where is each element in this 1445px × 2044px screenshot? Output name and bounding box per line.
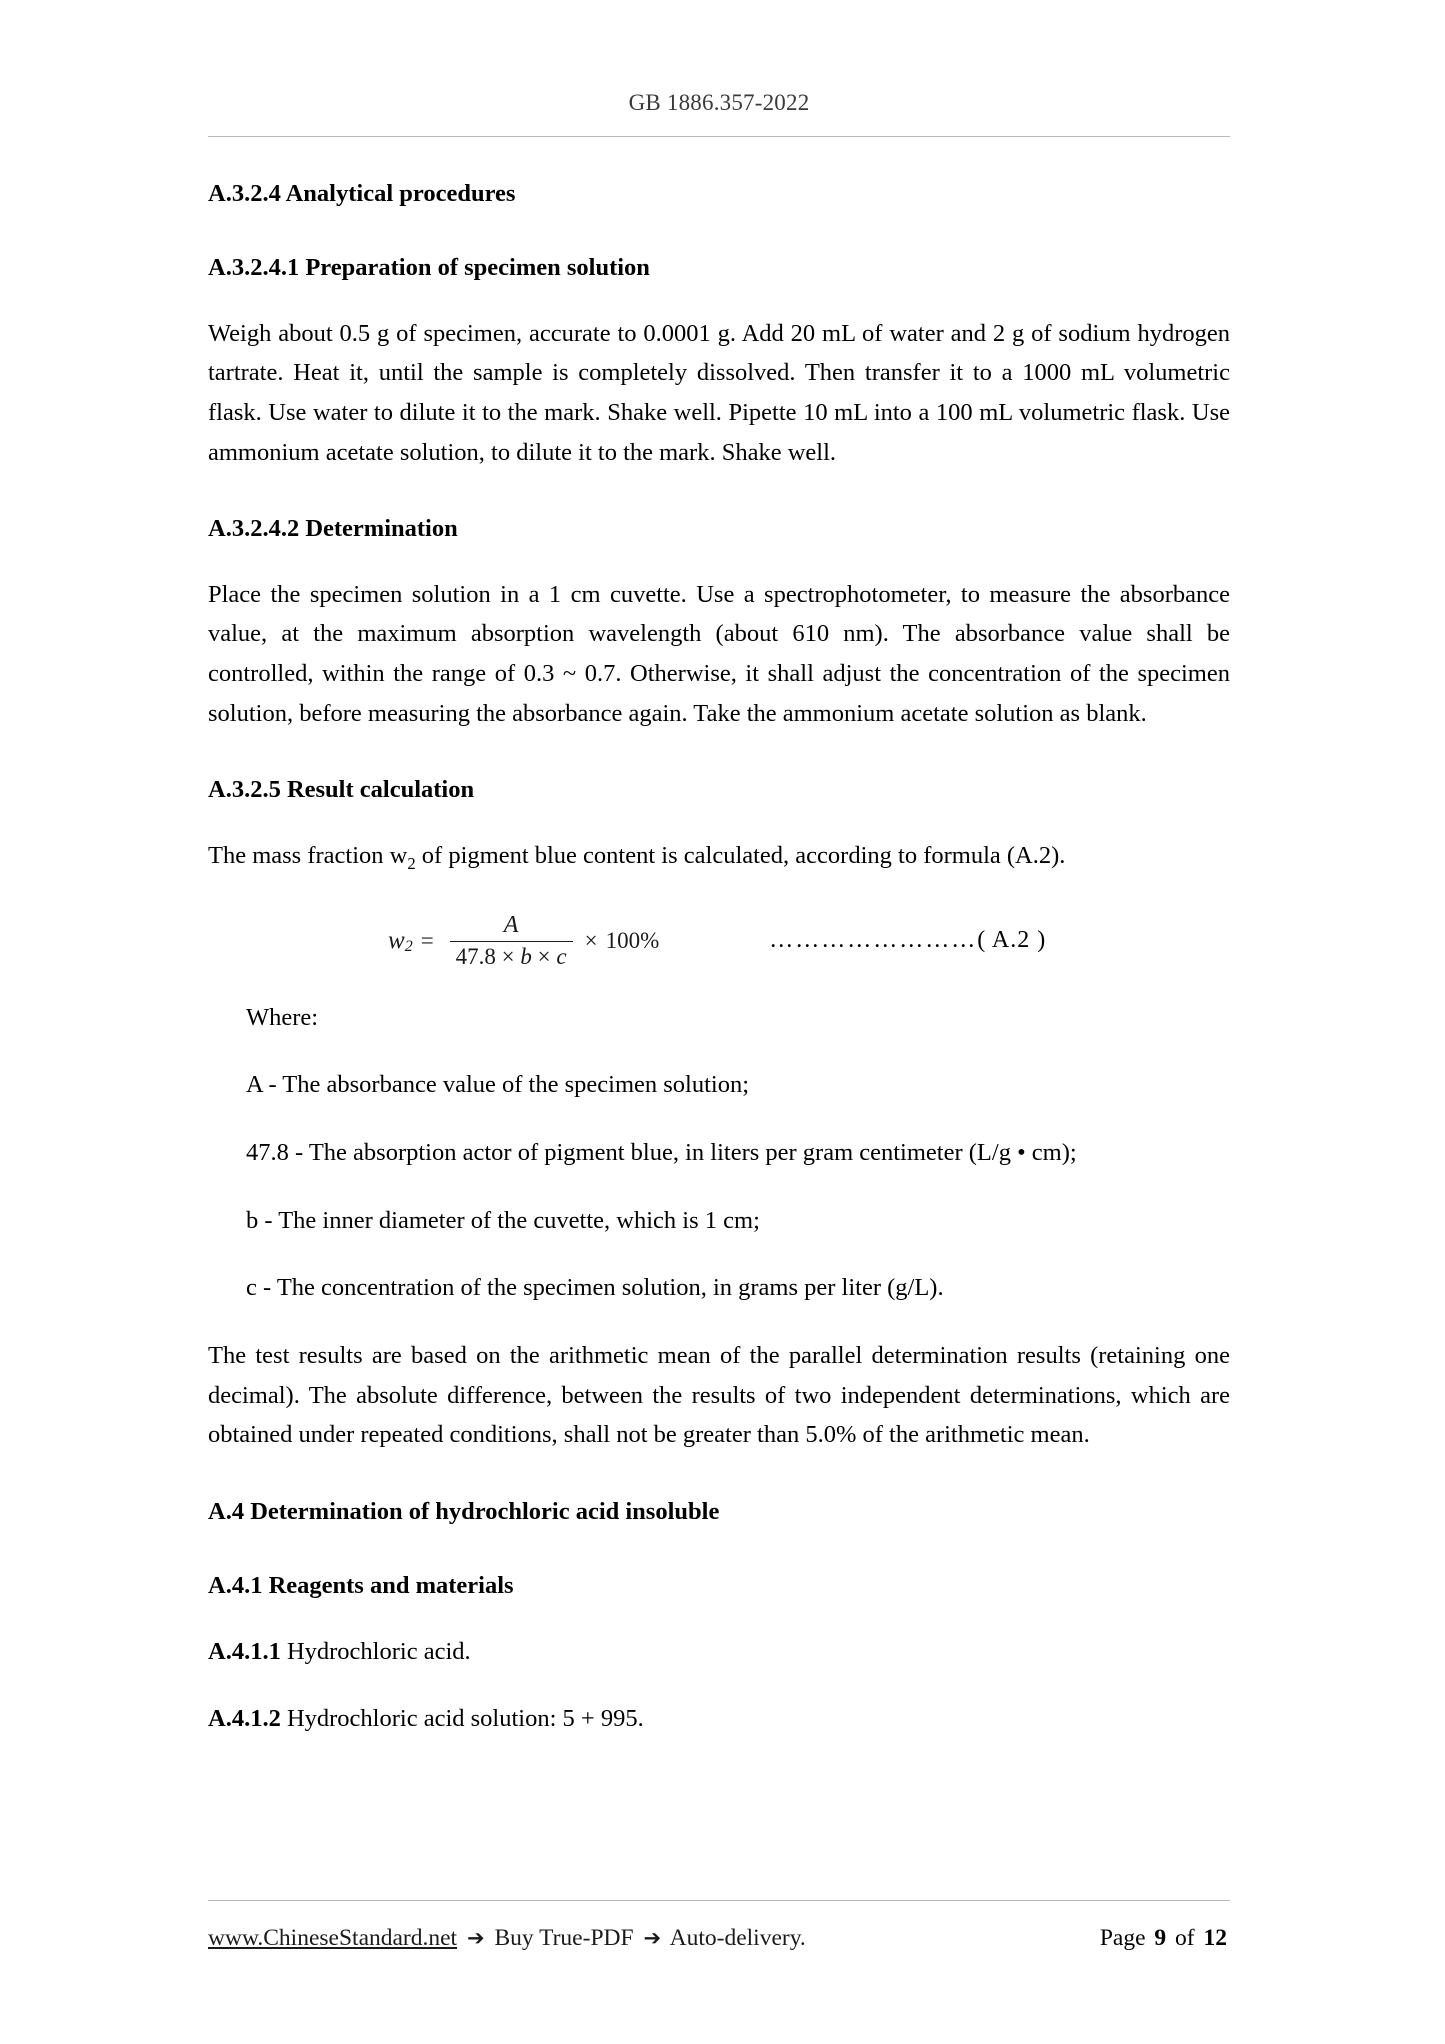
formula-fraction xyxy=(450,912,573,970)
formula-number-block xyxy=(769,927,1046,954)
formula-a-2 xyxy=(388,912,659,970)
heading-a-3-2-4-2 xyxy=(208,512,1230,546)
formula-number: ( A.2 ) xyxy=(977,927,1047,954)
heading-a-3-2-4-number: A.3.2.4 xyxy=(208,180,281,207)
heading-a-3-2-4-2-text: Determination xyxy=(305,515,458,543)
formula-denominator xyxy=(450,942,573,970)
heading-a-3-2-4-1 xyxy=(208,251,1230,285)
heading-a-3-2-4 xyxy=(208,177,1230,211)
paragraph-a-4-1-1-text: Hydrochloric acid. xyxy=(286,1637,471,1665)
footer-of-label: of xyxy=(1175,1925,1195,1951)
heading-a-3-2-4-2-number: A.3.2.4.2 xyxy=(208,515,300,543)
arrow-right-icon: ➔ xyxy=(466,1926,485,1950)
footer-page-number: 9 xyxy=(1154,1925,1167,1951)
heading-a-3-2-4-1-text: Preparation of specimen solution xyxy=(305,254,650,282)
footer-divider xyxy=(208,1900,1230,1901)
footer-delivery-label: Auto-delivery. xyxy=(669,1925,806,1951)
formula-percent: 100% xyxy=(605,927,660,953)
formula-denominator-times-1: × xyxy=(501,943,515,969)
where-item-b: b - The inner diameter of the cuvette, which is 1 cm; xyxy=(246,1206,760,1234)
paragraph-a-4-1-1 xyxy=(208,1632,1230,1672)
formula-lhs-variable: w xyxy=(388,926,405,954)
footer-buy-label[interactable]: Buy True-PDF xyxy=(494,1925,634,1951)
formula-lhs-subscript: 2 xyxy=(404,937,413,955)
heading-a-4-number: A.4 xyxy=(208,1498,245,1526)
header-divider xyxy=(208,136,1230,137)
result-intro-subscript: 2 xyxy=(407,853,416,873)
paragraph-preparation-of-specimen-solution: Weigh about 0.5 g of specimen, accurate to 0.0001 g. Add 20 mL of water and 2 g of sodium hydrogen tartrate. Heat it, until the sample is completely dissolved. Then transfer it to a 1000 mL volumetric flask. Use water to dilute it to the mark. Shake well. Pipette 10 mL into a 100 mL volumetric flask. Use ammonium acetate solution, to dilute it to the mark. Shake well. xyxy=(208,319,1230,466)
heading-a-3-2-5-number: A.3.2.5 xyxy=(208,776,281,804)
paragraph-a-4-1-2-number: A.4.1.2 xyxy=(208,1705,281,1733)
page-content xyxy=(208,0,1230,1739)
heading-a-4-text: Determination of hydrochloric acid insoluble xyxy=(250,1498,720,1526)
heading-a-4-1 xyxy=(208,1569,1230,1603)
heading-a-3-2-4-1-number: A.3.2.4.1 xyxy=(208,254,300,282)
formula-equals: = xyxy=(420,927,434,953)
heading-a-4-1-number: A.4.1 xyxy=(208,1572,263,1600)
heading-a-3-2-4-text: Analytical procedures xyxy=(285,180,516,207)
page-footer xyxy=(208,1900,1230,1952)
arrow-right-icon-2: ➔ xyxy=(643,1926,662,1950)
paragraph-a-4-1-1-number: A.4.1.1 xyxy=(208,1637,281,1665)
heading-a-4 xyxy=(208,1495,1230,1529)
formula-denominator-c: c xyxy=(556,943,567,969)
formula-denominator-constant: 47.8 xyxy=(455,943,496,969)
footer-page-label: Page xyxy=(1099,1925,1146,1951)
paragraph-result-calculation-intro xyxy=(208,836,1230,878)
footer-pagination xyxy=(1100,1925,1230,1952)
heading-a-3-2-5 xyxy=(208,773,1230,807)
footer-content xyxy=(208,1925,1230,1952)
paragraph-determination: Place the specimen solution in a 1 cm cuvette. Use a spectrophotometer, to measure the absorbance value, at the maximum absorption wavelength (about 610 nm). The absorbance value shall be controlled, within the range of 0.3 ~ 0.7. Otherwise, it shall adjust the concentration of the specimen solution, before measuring the absorbance again. Take the ammonium acetate solution as blank. xyxy=(208,580,1230,727)
footer-left xyxy=(208,1925,806,1952)
formula-denominator-b: b xyxy=(520,943,532,969)
heading-a-3-2-5-text: Result calculation xyxy=(286,776,475,804)
result-intro-after: of pigment blue content is calculated, according to formula (A.2). xyxy=(415,841,1066,869)
paragraph-result-note: The test results are based on the arithmetic mean of the parallel determination results (retaining one decimal). The absolute difference, between the results of two independent determinations, which are obtained under repeated conditions, shall not be greater than 5.0% of the arithmetic mean. xyxy=(208,1341,1230,1449)
where-item-a: A - The absorbance value of the specimen solution; xyxy=(246,1071,750,1099)
heading-a-4-1-text: Reagents and materials xyxy=(268,1572,514,1600)
footer-site-link[interactable]: www.ChineseStandard.net xyxy=(208,1925,458,1951)
page-header xyxy=(208,0,1230,137)
result-intro-before: The mass fraction w xyxy=(208,841,408,869)
paragraph-a-4-1-2 xyxy=(208,1699,1230,1739)
formula-multiply: × xyxy=(584,927,598,953)
formula-a-2-row xyxy=(208,912,1230,970)
standard-code: GB 1886.357-2022 xyxy=(628,90,810,115)
formula-numerator: A xyxy=(503,911,519,938)
where-list xyxy=(246,1065,1230,1308)
where-item-c: c - The concentration of the specimen solution, in grams per liter (g/L). xyxy=(246,1274,944,1302)
paragraph-a-4-1-2-text: Hydrochloric acid solution: 5 + 995. xyxy=(286,1705,644,1733)
footer-page-total: 12 xyxy=(1203,1925,1227,1951)
formula-denominator-times-2: × xyxy=(537,943,551,969)
where-item-47-8: 47.8 - The absorption actor of pigment blue, in liters per gram centimeter (L/g • cm); xyxy=(246,1138,1077,1166)
formula-leader-dots: …………………… xyxy=(769,927,978,954)
where-label: Where: xyxy=(246,1003,319,1031)
